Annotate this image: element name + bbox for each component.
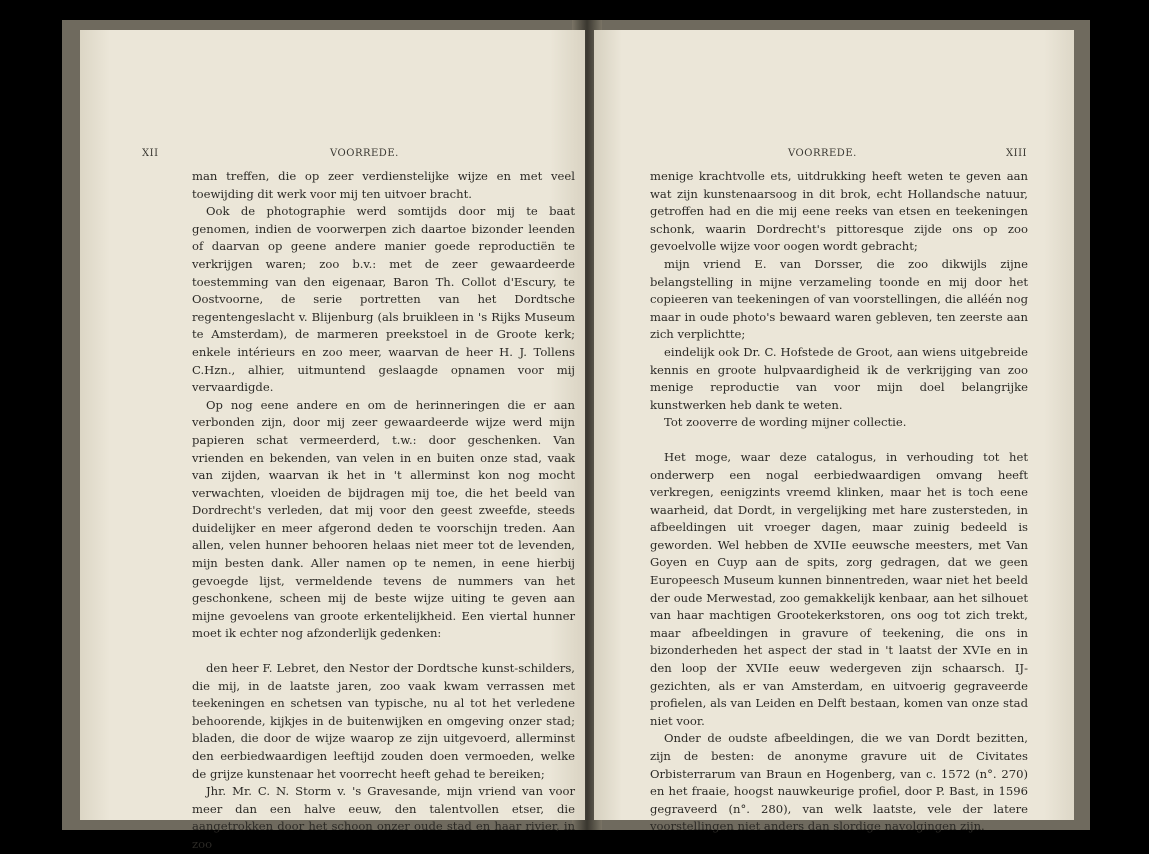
left-paragraph-3: Op nog eene andere en om de herinneringen die er aan verbonden zijn, door mij zeer gewaardeerde wijze werd mijn papieren schat vermeerderd, t.w.: door geschenken. Van vrienden en bekenden, van velen in en buiten onze stad, vaak van zijden, waarvan ik het in 't allerminst kon nog mocht verwachten, vloeiden de bijdragen mij toe, die het beeld van Dordrecht's verleden, dat mij voor den geest zweefde, steeds duidelijker en meer afgerond deden te voorschijn treden. Aan allen, velen hunner behooren helaas niet meer tot de levenden, mijn besten dank. Aller namen op te nemen, in eene hierbij gevoegde lijst, vermeldende tevens de nummers van het geschonkene, scheen mij de beste wijze uiting te geven aan mijne gevoelens van groote erkentelijkheid. Een viertal hunner moet ik echter nog afzonderlijk gedenken: xyxy=(192,397,575,641)
left-paragraph-2: Ook de photographie werd somtijds door mij te baat genomen, indien de voorwerpen zich daartoe bizonder leenden of daarvan op geene andere manier goede reproductiën te verkrijgen waren; zoo b.v.: met de zeer gewaardeerde toestemming van den eigenaar, Baron Th. Collot d'Escury, te Oostvoorne, de serie portretten van het Dordtsche regentengeslacht v. Blijenburg (als bruikleen in 's Rijks Museum te Amsterdam), de marmeren preekstoel in de Groote kerk; enkele intérieurs en zoo meer, waarvan de heer H. J. Tollens C.Hzn., alhier, uitmuntend geslaagde opnamen voor mij vervaardigde. xyxy=(192,204,575,395)
left-page xyxy=(80,30,585,851)
right-running-head: VOORREDE. xyxy=(788,148,857,159)
left-paragraph-1: man treffen, die op zeer verdienstelijke wijze en met veel toewijding dit werk voor mij ten uitvoer bracht. xyxy=(192,169,575,201)
right-paragraph-1: menige krachtvolle ets, uitdrukking heeft weten te geven aan wat zijn kunstenaarsoog in dit brok, echt Hollandsche natuur, getroffen had en die mij eene reeks van etsen en teekeningen schonk, waarin Dordrecht's pittoresque zijde ons op zoo gevoelvolle wijze voor oogen wordt gebracht; xyxy=(650,169,1028,254)
left-running-head: VOORREDE. xyxy=(330,148,399,159)
right-page-number: XIII xyxy=(1006,148,1027,159)
right-paragraph-4: Tot zooverre de wording mijner collectie. xyxy=(664,415,907,430)
left-paragraph-4: den heer F. Lebret, den Nestor der Dordtsche kunst-schilders, die mij, in de laatste jaren, zoo vaak kwam verrassen met teekeningen en schetsen van typische, nu al tot het verledene behoorende, kijkjes in de buitenwijken en omgeving onzer stad; bladen, die door de wijze waarop ze zijn uitgevoerd, allerminst den eerbiedwaardigen leeftijd zouden doen vermoeden, welke de grijze kunstenaar het voorrecht heeft gehad te bereiken; xyxy=(192,661,575,781)
open-book xyxy=(62,20,1090,851)
right-paragraph-5: Het moge, waar deze catalogus, in verhouding tot het onderwerp een nogal eerbiedwaardigen omvang heeft verkregen, eenigzints vreemd klinken, maar het is toch eene waarheid, dat Dordt, in vergelijking met hare zustersteden, in afbeeldingen uit vroeger dagen, maar zuinig bedeeld is geworden. Wel hebben de XVIIe eeuwsche meesters, met Van Goyen en Cuyp aan de spits, zorg gedragen, dat we geen Europeesch Museum kunnen binnentreden, waar niet het beeld der oude Merwestad, zoo gemakkelijk kenbaar, aan het silhouet van haar machtigen Grootekerkstoren, ons oog tot zich trekt, maar afbeeldingen in gravure of teekening, die ons in bizonderheden het aspect der stad in 't laatst der XVIe en in den loop der XVIIe eeuw wedergeven zijn schaarsch. IJ-gezichten, als er van Amsterdam, en uitvoerig gegraveerde profielen, als van Leiden en Delft bestaan, komen van onze stad niet voor. xyxy=(650,449,1028,728)
left-page-number: XII xyxy=(142,148,159,159)
right-paragraph-6: Onder de oudste afbeeldingen, die we van Dordt bezitten, zijn de besten: de anonyme gravure uit de Civitates Orbisterrarum van Braun en Hogenberg, van c. 1572 (n°. 270) en het fraaie, hoogst nauwkeurige profiel, door P. Bast, in 1596 gegraveerd (n°. 280), van welk laatste, vele der latere voorstellingen niet anders dan slordige navolgingen zijn. xyxy=(650,731,1028,834)
right-page-text xyxy=(650,168,1028,836)
left-page-text xyxy=(192,168,575,854)
right-page xyxy=(594,30,1074,834)
right-paragraph-3: eindelijk ook Dr. C. Hofstede de Groot, aan wiens uitgebreide kennis en groote hulpvaardigheid ik de verkrijging van zoo menige reproductie van voor mijn doel belangrijke kunstwerken heb dank te weten. xyxy=(650,344,1028,412)
left-paragraph-5: Jhr. Mr. C. N. Storm v. 's Gravesande, mijn vriend van voor meer dan een halve eeuw, den talentvollen etser, die aangetrokken door het schoon onzer oude stad en haar rivier, in zoo xyxy=(192,784,575,851)
right-paragraph-2: mijn vriend E. van Dorsser, die zoo dikwijls zijne belangstelling in mijne verzameling toonde en mij door het copieeren van teekeningen of van voorstellingen, die alléén nog maar in oude photo's bewaard waren gebleven, ten zeerste aan zich verplichtte; xyxy=(650,256,1028,342)
